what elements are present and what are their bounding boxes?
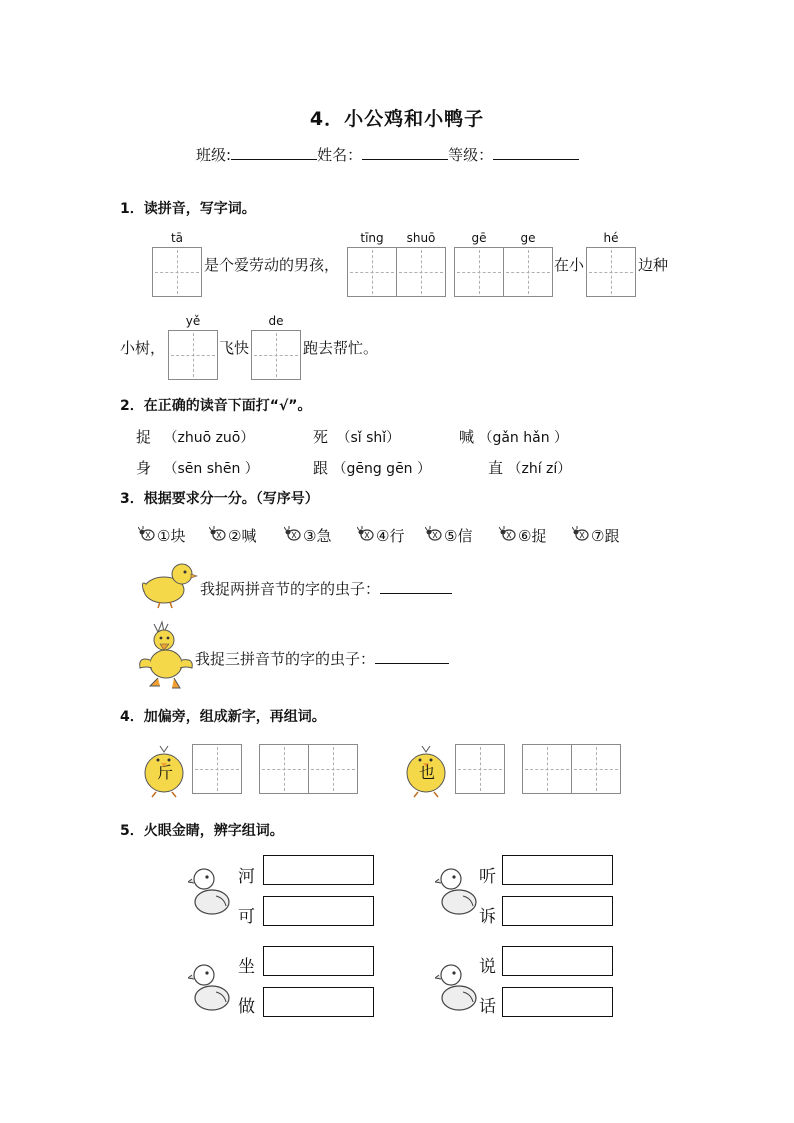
- q2-item: [459, 426, 568, 447]
- q2-options[interactable]: （gǎn hǎn ）: [478, 430, 569, 446]
- answer-box[interactable]: [502, 896, 613, 926]
- tianzige-box[interactable]: [152, 247, 202, 297]
- answer-blank[interactable]: [380, 581, 452, 594]
- answer-box[interactable]: [263, 896, 374, 926]
- q1-heading: 1．读拼音，写字词。: [120, 201, 256, 217]
- q3-heading: 3．根据要求分一分。（写序号）: [120, 491, 319, 507]
- tianzige-box[interactable]: [396, 247, 446, 297]
- tianzige-box[interactable]: [192, 744, 242, 794]
- q2-item: [313, 457, 431, 478]
- q2-options[interactable]: （sǐ shǐ）: [336, 430, 401, 446]
- class-blank[interactable]: [231, 145, 317, 160]
- q5-char: 做: [238, 997, 255, 1017]
- pinyin-de: de: [268, 314, 284, 328]
- q2-item: [488, 457, 571, 478]
- page-title: 4．小公鸡和小鸭子: [309, 108, 485, 130]
- q5-heading: 5．火眼金睛，辨字组词。: [120, 823, 284, 839]
- q2-char: 捉: [136, 428, 152, 446]
- tianzige-box[interactable]: [308, 744, 358, 794]
- q3-line1: [200, 578, 452, 599]
- q5-char: 可: [238, 907, 255, 927]
- pinyin-ting: tīng: [360, 231, 384, 245]
- q3-item: ④行: [376, 527, 405, 545]
- duck-icon: [188, 866, 232, 918]
- q4-heading: 4．加偏旁，组成新字，再组词。: [120, 709, 326, 725]
- answer-box[interactable]: [502, 855, 613, 885]
- q1-text: 边种: [638, 256, 669, 274]
- tianzige-box[interactable]: [586, 247, 636, 297]
- pinyin-he: hé: [603, 231, 619, 245]
- tianzige-box[interactable]: [522, 744, 572, 794]
- grade-blank[interactable]: [493, 145, 579, 160]
- pinyin-ta: tā: [170, 231, 184, 245]
- name-label: 姓名：: [317, 146, 363, 164]
- duck-icon: [188, 962, 232, 1014]
- q5-char: 听: [479, 867, 496, 887]
- pinyin-shuo: shuō: [406, 231, 436, 245]
- q2-options[interactable]: （gēng gēn ）: [332, 461, 432, 477]
- q3-line2: [195, 648, 449, 669]
- tianzige-box[interactable]: [347, 247, 397, 297]
- answer-box[interactable]: [263, 855, 374, 885]
- q3-item: ①块: [157, 527, 186, 545]
- answer-box[interactable]: [502, 987, 613, 1017]
- pinyin-ge2: ge: [520, 231, 536, 245]
- q5-char: 河: [238, 867, 255, 887]
- q2-options[interactable]: （zhuō zuō）: [163, 430, 255, 446]
- q1-text: 飞快: [219, 339, 250, 357]
- q2-options[interactable]: （zhí zí）: [507, 461, 572, 477]
- answer-blank[interactable]: [375, 651, 449, 664]
- bug-icon: [425, 526, 443, 542]
- tianzige-box[interactable]: [168, 330, 218, 380]
- q2-char: 跟: [313, 459, 329, 477]
- tianzige-box[interactable]: [259, 744, 309, 794]
- class-label: 班级:: [196, 146, 232, 164]
- q1-text: 跑去帮忙。: [303, 339, 379, 357]
- q2-char: 身: [136, 459, 152, 477]
- answer-box[interactable]: [263, 946, 374, 976]
- tianzige-box[interactable]: [251, 330, 301, 380]
- duck-icon: [435, 866, 479, 918]
- answer-box[interactable]: [263, 987, 374, 1017]
- q2-item: [136, 426, 254, 447]
- bug-icon: [138, 526, 156, 542]
- q2-heading: 2．在正确的读音下面打“√”。: [120, 398, 312, 414]
- q1-text: 在小: [554, 256, 585, 274]
- q5-char: 诉: [479, 907, 496, 927]
- q2-options[interactable]: （sēn shēn ）: [163, 461, 259, 477]
- bug-icon: [209, 526, 227, 542]
- tianzige-box[interactable]: [455, 744, 505, 794]
- answer-box[interactable]: [502, 946, 613, 976]
- q5-char: 话: [479, 997, 496, 1017]
- tianzige-box[interactable]: [503, 247, 553, 297]
- q3-item: ⑤信: [444, 527, 473, 545]
- bug-icon: [572, 526, 590, 542]
- name-blank[interactable]: [362, 145, 448, 160]
- q3-item: ②喊: [228, 527, 257, 545]
- grade-label: 等级：: [448, 146, 494, 164]
- q3-item: ⑥捉: [518, 527, 547, 545]
- duck-icon: [435, 962, 479, 1014]
- tianzige-box[interactable]: [454, 247, 504, 297]
- q3-item: ⑦跟: [591, 527, 620, 545]
- q3-item: ③急: [303, 527, 332, 545]
- q1-text: 是个爱劳动的男孩，: [204, 256, 340, 274]
- pinyin-ge1: gē: [471, 231, 487, 245]
- q2-char: 直: [488, 459, 504, 477]
- bug-icon: [357, 526, 375, 542]
- q2-char: 死: [313, 428, 329, 446]
- tianzige-box[interactable]: [571, 744, 621, 794]
- bug-icon: [284, 526, 302, 542]
- q2-char: 喊: [459, 428, 475, 446]
- q4-char: 也: [418, 763, 435, 782]
- q5-char: 坐: [238, 957, 255, 977]
- q2-item: [136, 457, 259, 478]
- chick-icon: [138, 560, 198, 610]
- q3-line2-label: 我捉三拼音节的字的虫子：: [195, 650, 376, 668]
- q1-text: 小树，: [120, 339, 166, 357]
- q3-line1-label: 我捉两拼音节的字的虫子：: [200, 580, 381, 598]
- bug-icon: [499, 526, 517, 542]
- q4-char: 斤: [156, 763, 173, 782]
- q5-char: 说: [479, 957, 496, 977]
- duckling-icon: [136, 620, 196, 692]
- q2-item: [313, 426, 400, 447]
- student-info: [196, 144, 579, 165]
- pinyin-ye: yě: [185, 314, 201, 328]
